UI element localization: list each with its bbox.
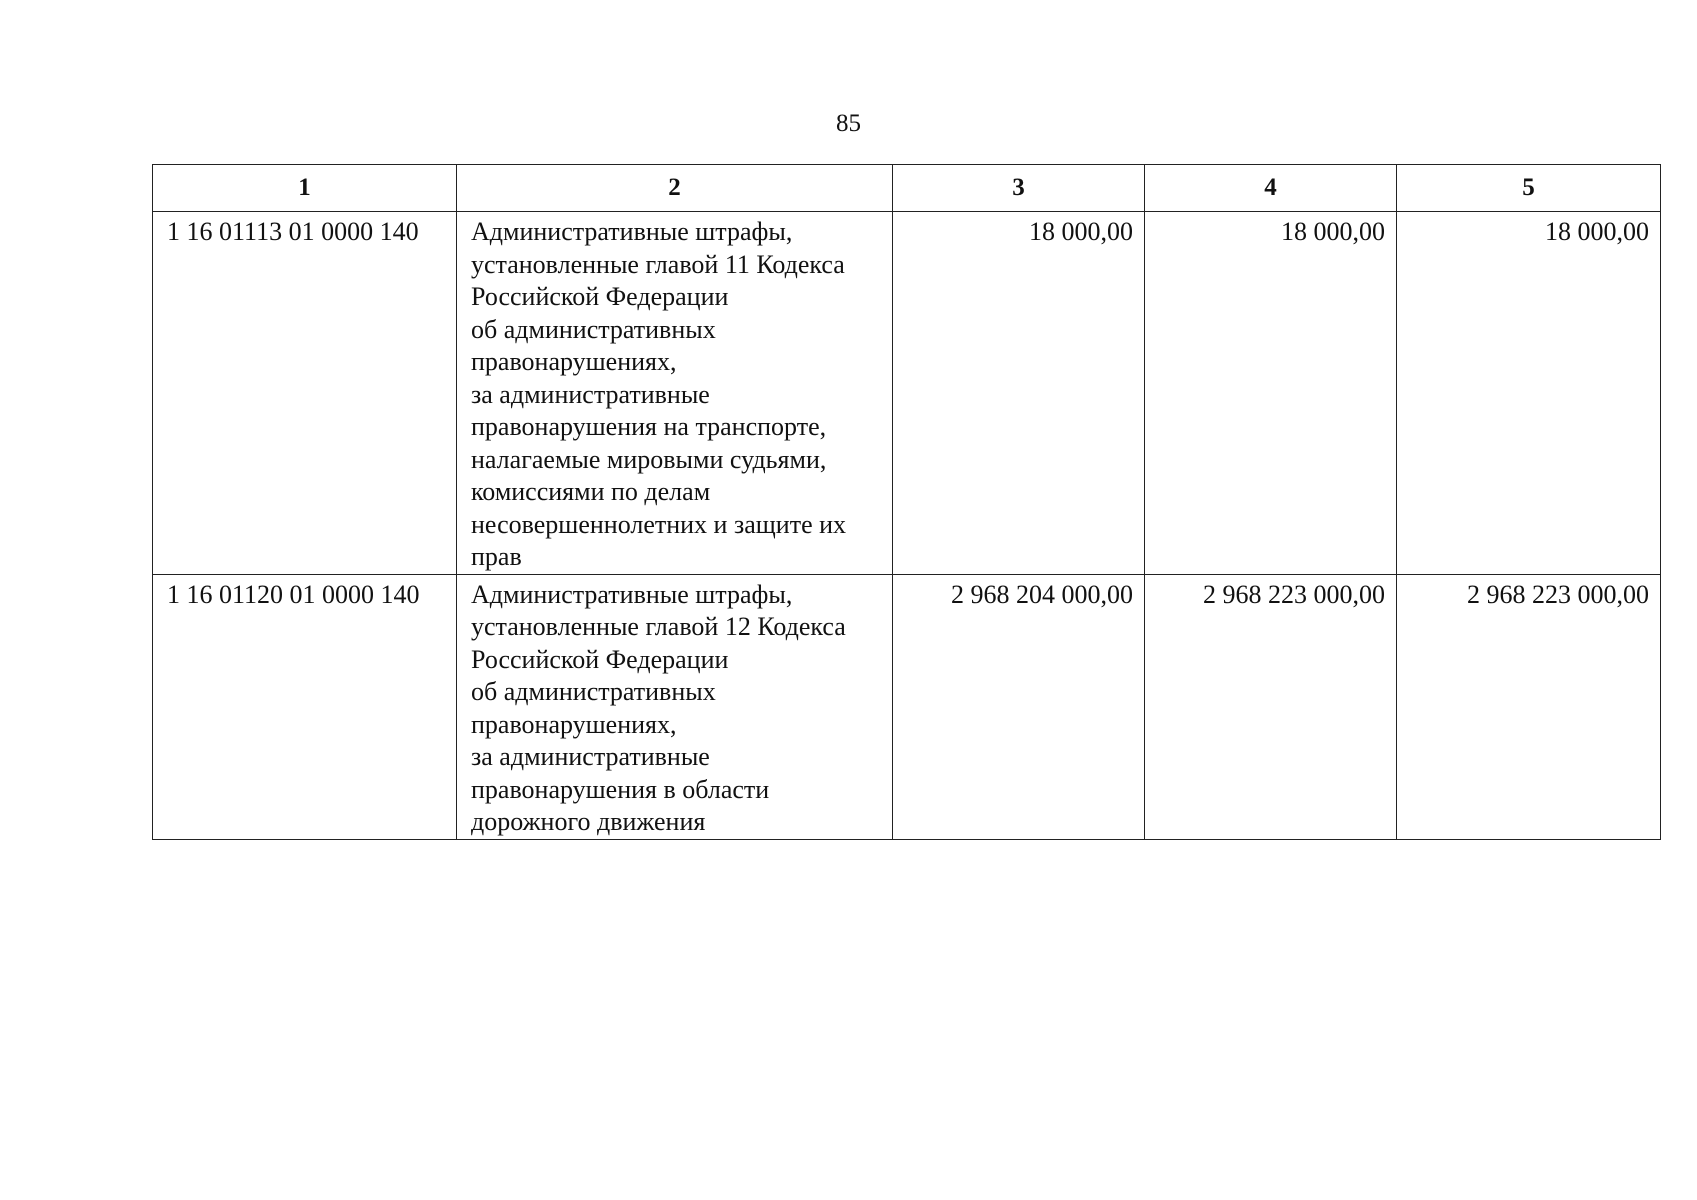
description-line: правонарушения в области [471,774,770,804]
budget-code-cell: 1 16 01113 01 0000 140 [153,212,457,575]
budget-code-cell: 1 16 01120 01 0000 140 [153,574,457,839]
column-header-5: 5 [1397,165,1661,212]
page-number: 85 [836,110,861,137]
description-line: налагаемые мировыми судьями, [471,444,827,474]
table-row [153,574,1661,839]
budget-table [152,164,1661,840]
description-line: правонарушениях, [471,347,677,376]
amount-col3-cell: 2 968 204 000,00 [893,574,1145,839]
column-header-1: 1 [153,165,457,212]
description-line: об административных [471,314,716,344]
description-line: прав [471,542,522,571]
description-line: Российской Федерации [471,282,729,311]
description-cell [457,574,893,839]
description-cell [457,212,893,575]
description-line: установленные главой 12 Кодекса [471,612,846,641]
amount-col4-cell: 18 000,00 [1145,212,1397,575]
description-line: правонарушениях, [471,709,677,739]
column-header-2: 2 [457,165,893,212]
description-line: дорожного движения [471,807,706,836]
description-line: комиссиями по делам [471,477,711,506]
amount-col3-cell: 18 000,00 [893,212,1145,575]
description-line: Административные штрафы, [471,217,793,246]
description-line: об административных [471,677,716,706]
description-line: несовершеннолетних и защите их [471,509,847,539]
column-header-4: 4 [1145,165,1397,212]
table-header-row [153,165,1661,212]
description-line: Российской Федерации [471,644,729,674]
amount-col4-cell: 2 968 223 000,00 [1145,574,1397,839]
column-header-3: 3 [893,165,1145,212]
table-row [153,212,1661,575]
amount-col5-cell: 2 968 223 000,00 [1397,574,1661,839]
description-line: установленные главой 11 Кодекса [471,249,845,279]
amount-col5-cell: 18 000,00 [1397,212,1661,575]
description-line: за административные [471,379,710,409]
description-line: за административные [471,742,710,771]
description-line: правонарушения на транспорте, [471,412,827,441]
description-line: Административные штрафы, [471,579,793,609]
